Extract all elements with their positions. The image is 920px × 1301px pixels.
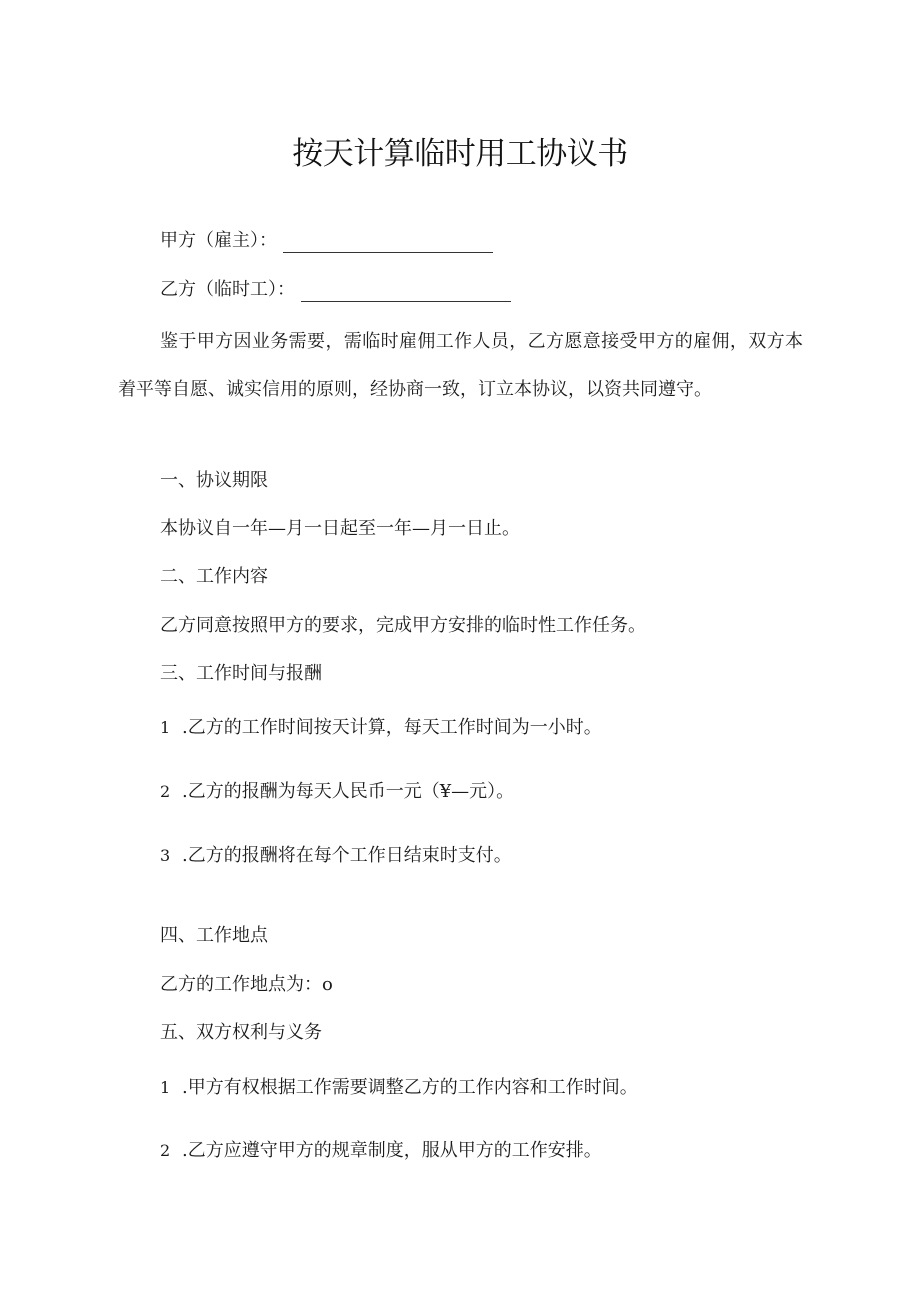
list-item xyxy=(160,716,602,740)
section-heading: 一、协议期限 xyxy=(160,470,268,491)
list-item-number: 2 xyxy=(160,782,171,801)
list-item-text: .乙方应遵守甲方的规章制度，服从甲方的工作安排。 xyxy=(182,1140,602,1161)
list-item-number: 1 xyxy=(160,718,171,737)
party-a-label: 甲方（雇主）： xyxy=(160,230,277,251)
list-item-text: .乙方的工作时间按天计算，每天工作时间为一小时。 xyxy=(182,717,602,738)
document-title: 按天计算临时用工协议书 xyxy=(292,136,628,172)
section-heading: 三、工作时间与报酬 xyxy=(160,663,322,684)
party-a-row xyxy=(160,229,493,253)
section-heading: 二、工作内容 xyxy=(160,566,268,587)
list-item xyxy=(160,1139,602,1163)
party-b-row xyxy=(160,278,511,302)
list-item-number: 2 xyxy=(160,1141,171,1160)
list-item xyxy=(160,780,514,804)
list-item xyxy=(160,844,512,868)
party-a-blank[interactable] xyxy=(283,234,493,253)
intro-paragraph: 鉴于甲方因业务需要，需临时雇佣工作人员，乙方愿意接受甲方的雇佣，双方本着平等自愿、诚实信用的原则，经协商一致，订立本协议，以资共同遵守。 xyxy=(118,331,803,400)
list-item-text: .乙方的报酬为每天人民币一元（¥—元）。 xyxy=(182,781,515,802)
section-body: 乙方同意按照甲方的要求，完成甲方安排的临时性工作任务。 xyxy=(160,615,646,636)
section-body: 本协议自一年—月一日起至一年—月一日止。 xyxy=(160,518,520,539)
list-item-text: .甲方有权根据工作需要调整乙方的工作内容和工作时间。 xyxy=(182,1077,638,1098)
section-heading: 五、双方权利与义务 xyxy=(160,1022,322,1043)
list-item-number: 1 xyxy=(160,1078,171,1097)
section-body: 乙方的工作地点为：o xyxy=(160,974,333,995)
party-b-label: 乙方（临时工）： xyxy=(160,279,295,300)
section-heading: 四、工作地点 xyxy=(160,925,268,946)
list-item-text: .乙方的报酬将在每个工作日结束时支付。 xyxy=(182,845,512,866)
list-item-number: 3 xyxy=(160,846,171,865)
list-item xyxy=(160,1076,638,1100)
party-b-blank[interactable] xyxy=(301,283,511,302)
